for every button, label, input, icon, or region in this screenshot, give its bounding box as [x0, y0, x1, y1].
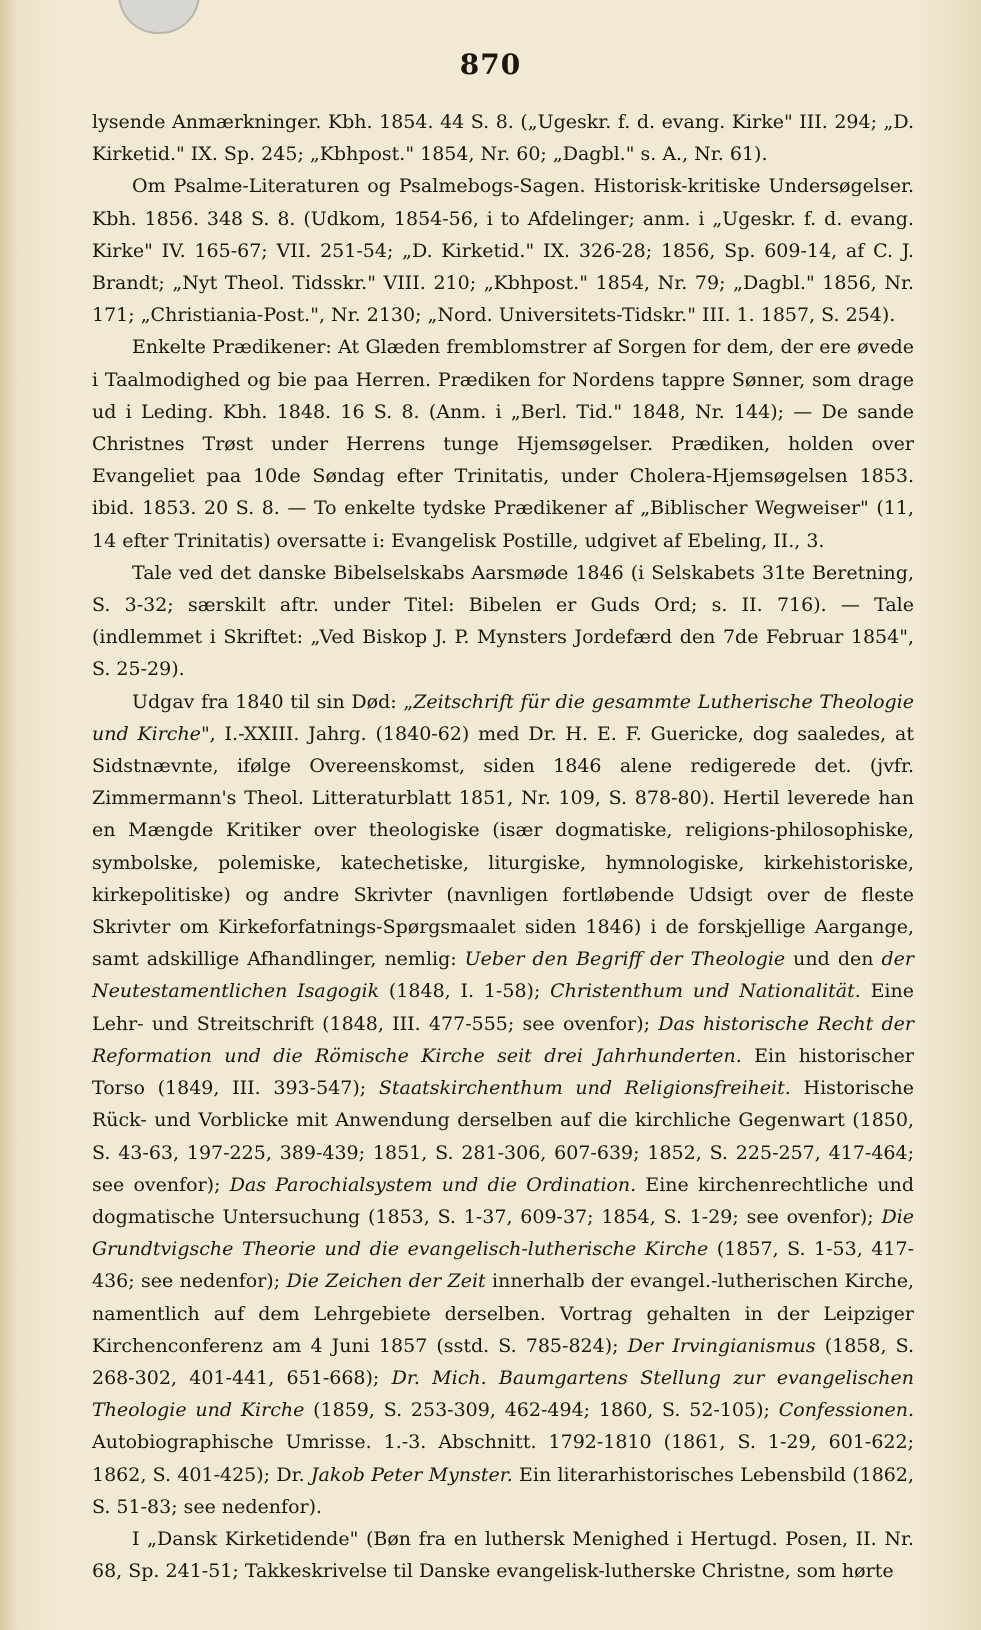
paragraph: Udgav fra 1840 til sin Død: „Zeitschrift für die gesammte Lutherische Theologie und Kirche", I.-XXIII. Jahrg. (1840-62) med Dr. H. E. F. Guericke, dog saaledes, at Sidstnævnte, ifølge Overeenskomst, siden 1846 alene redigerede det. (jvfr. Zimmermann's Theol. Litteraturblatt 1851, Nr. 109, S. 878-80). Hertil leverede han en Mængde Kritiker over theologiske (især dogmatiske, religions-philosophiske, symbolske, polemiske, katechetiske, liturgiske, hymnologiske, kirkehistoriske, kirkepolitiske) og andre Skrivter (navnligen fortløbende Udsigt over de fleste Skrivter om Kirkeforfatnings-Spørgsmaalet siden 1846) i de forskjellige Aargange, samt adskillige Afhandlinger, nemlig: Ueber den Begriff der Theologie und den der Neutestamentlichen Isagogik (1848, I. 1-58); Christenthum und Nationalität. Eine Lehr- und Streitschrift (1848, III. 477-555; see ovenfor); Das historische Recht der Reformation und die Römische Kirche seit drei Jahrhunderten. Ein historischer Torso (1849, III. 393-547); Staatskirchenthum und Religionsfreiheit. Historische Rück- und Vorblicke mit Anwendung derselben auf die kirchliche Gegenwart (1850, S. 43-63, 197-225, 389-439; 1851, S. 281-306, 607-639; 1852, S. 225-257, 417-464; see ovenfor); Das Parochialsystem und die Ordination. Eine kirchenrechtliche und dogmatische Untersuchung (1853, S. 1-37, 609-37; 1854, S. 1-29; see ovenfor); Die Grundtvigsche Theorie und die evangelisch-lutherische Kirche (1857, S. 1-53, 417-436; see nedenfor); Die Zeichen der Zeit innerhalb der evangel.-lutherischen Kirche, namentlich auf dem Lehrgebiete derselben. Vortrag gehalten in der Leipziger Kirchenconferenz am 4 Juni 1857 (sstd. S. 785-824); Der Irvingianismus (1858, S. 268-302, 401-441, 651-668); Dr. Mich. Baumgartens Stellung zur evangelischen Theologie und Kirche (1859, S. 253-309, 462-494; 1860, S. 52-105); Confessionen. Autobiographische Umrisse. 1.-3. Abschnitt. 1792-1810 (1861, S. 1-29, 601-622; 1862, S. 401-425); Dr. Jakob Peter Mynster. Ein literarhistorisches Lebensbild (1862, S. 51-83; see nedenfor). [92, 690, 915, 1518]
paragraph: Tale ved det danske Bibelselskabs Aarsmøde 1846 (i Selskabets 31te Beretning, S. 3-32; særskilt aftr. under Titel: Bibelen er Guds Ord; s. II. 716). — Tale (indlemmet i Skriftet: „Ved Biskop J. P. Mynsters Jordefærd den 7de Februar 1854", S. 25-29). [92, 561, 914, 681]
page-number: 870 [459, 48, 522, 81]
body-text [92, 106, 914, 1587]
paragraph: Om Psalme-Literaturen og Psalmebogs-Sagen. Historisk-kritiske Undersøgelser. Kbh. 1856. 348 S. 8. (Udkom, 1854-56, i to Afdelinger; anm. i „Ugeskr. f. d. evang. Kirke" IV. 165-67; VII. 251-54; „D. Kirketid." IX. 326-28; 1856, Sp. 609-14, af C. J. Brandt; „Nyt Theol. Tidsskr." VIII. 210; „Kbhpost." 1854, Nr. 79; „Dagbl." 1856, Nr. 171; „Christiania-Post.", Nr. 2130; „Nord. Universitets-Tidskr." III. 1. 1857, S. 254). [92, 175, 914, 327]
paragraph: I „Dansk Kirketidende" (Bøn fra en luthersk Menighed i Hertugd. Posen, II. Nr. 68, Sp. 241-51; Takkeskrivelse til Danske evangelisk-lutherske Christne, som hørte [92, 1527, 914, 1583]
paragraph: Enkelte Prædikener: At Glæden fremblomstrer af Sorgen for dem, der ere øvede i Taalmodighed og bie paa Herren. Prædiken for Nordens tappre Sønner, som drage ud i Leding. Kbh. 1848. 16 S. 8. (Anm. i „Berl. Tid." 1848, Nr. 144); — De sande Christnes Trøst under Herrens tunge Hjemsøgelser. Prædiken, holden over Evangeliet paa 10de Søndag efter Trinitatis, under Cholera-Hjemsøgelsen 1853. ibid. 1853. 20 S. 8. — To enkelte tydske Prædikener af „Biblischer Wegweiser" (11, 14 efter Trinitatis) oversatte i: Evangelisk Postille, udgivet af Ebeling, II., 3. [92, 336, 914, 552]
binding-hole [118, 0, 200, 34]
paragraph: lysende Anmærkninger. Kbh. 1854. 44 S. 8. („Ugeskr. f. d. evang. Kirke" III. 294; „D. Kirketid." IX. Sp. 245; „Kbhpost." 1854, Nr. 60; „Dagbl." s. A., Nr. 61). [92, 111, 914, 166]
